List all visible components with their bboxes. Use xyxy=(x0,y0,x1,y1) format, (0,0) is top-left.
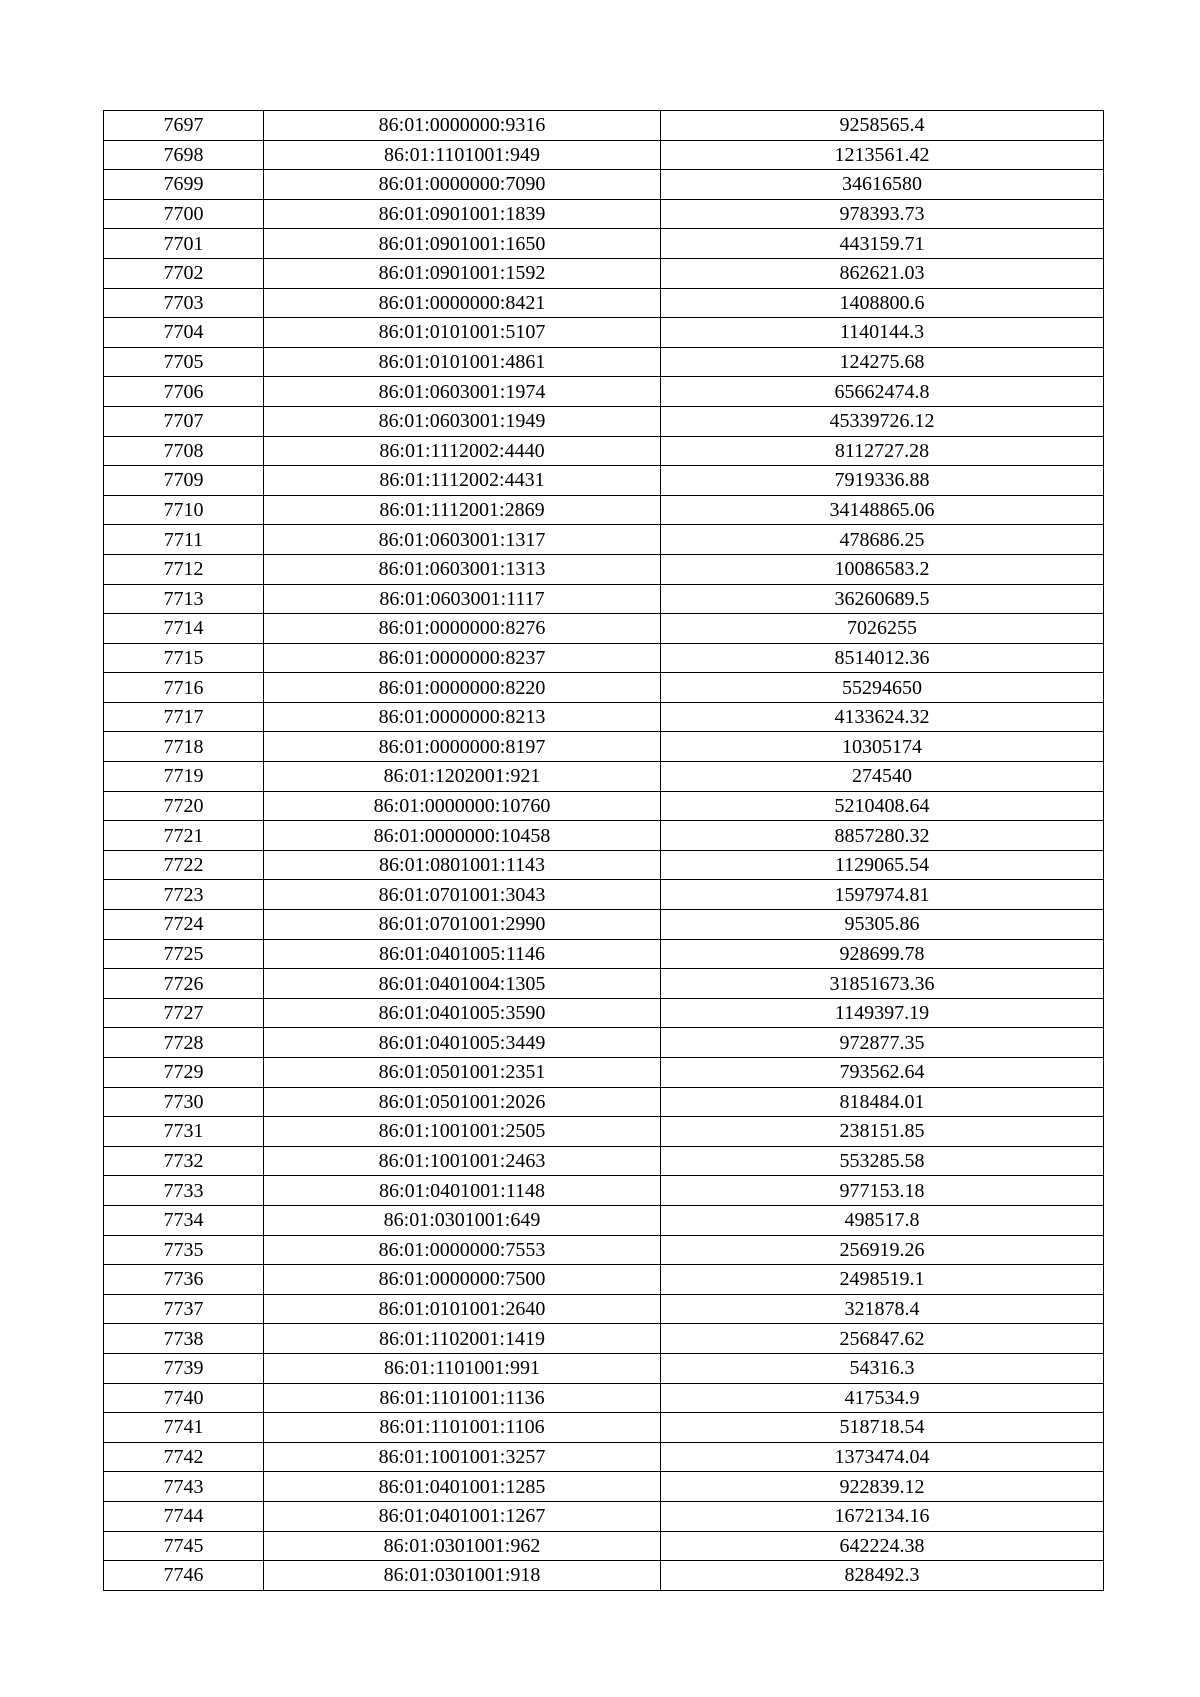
cadastral-number-cell: 86:01:0603001:1949 xyxy=(264,406,661,436)
cadastral-number-cell: 86:01:0000000:7090 xyxy=(264,170,661,200)
cadastral-number-cell: 86:01:0401001:1148 xyxy=(264,1176,661,1206)
value-cell: 54316.3 xyxy=(661,1353,1104,1383)
row-number-cell: 7698 xyxy=(104,140,264,170)
table-row xyxy=(104,288,1104,318)
table-row xyxy=(104,318,1104,348)
table-row xyxy=(104,170,1104,200)
value-cell: 5210408.64 xyxy=(661,791,1104,821)
table-row xyxy=(104,1176,1104,1206)
value-cell: 553285.58 xyxy=(661,1146,1104,1176)
value-cell: 4133624.32 xyxy=(661,702,1104,732)
cadastral-number-cell: 86:01:1001001:2505 xyxy=(264,1117,661,1147)
value-cell: 862621.03 xyxy=(661,258,1104,288)
value-cell: 1129065.54 xyxy=(661,850,1104,880)
table-row xyxy=(104,525,1104,555)
value-cell: 977153.18 xyxy=(661,1176,1104,1206)
table-row xyxy=(104,377,1104,407)
row-number-cell: 7721 xyxy=(104,821,264,851)
row-number-cell: 7742 xyxy=(104,1442,264,1472)
table-row xyxy=(104,850,1104,880)
table-row xyxy=(104,199,1104,229)
table-row xyxy=(104,229,1104,259)
table-row xyxy=(104,1501,1104,1531)
cadastral-number-cell: 86:01:0401005:3449 xyxy=(264,1028,661,1058)
table-row xyxy=(104,258,1104,288)
row-number-cell: 7732 xyxy=(104,1146,264,1176)
value-cell: 922839.12 xyxy=(661,1472,1104,1502)
value-cell: 518718.54 xyxy=(661,1413,1104,1443)
cadastral-number-cell: 86:01:1112002:4431 xyxy=(264,466,661,496)
cadastral-number-cell: 86:01:0000000:8220 xyxy=(264,673,661,703)
cadastral-number-cell: 86:01:1101001:949 xyxy=(264,140,661,170)
row-number-cell: 7726 xyxy=(104,969,264,999)
value-cell: 2498519.1 xyxy=(661,1265,1104,1295)
table-row xyxy=(104,466,1104,496)
table-row xyxy=(104,702,1104,732)
value-cell: 256919.26 xyxy=(661,1235,1104,1265)
cadastral-number-cell: 86:01:0401004:1305 xyxy=(264,969,661,999)
value-cell: 8112727.28 xyxy=(661,436,1104,466)
table-row xyxy=(104,495,1104,525)
cadastral-number-cell: 86:01:0000000:8197 xyxy=(264,732,661,762)
value-cell: 818484.01 xyxy=(661,1087,1104,1117)
cadastral-number-cell: 86:01:0701001:2990 xyxy=(264,910,661,940)
cadastral-number-cell: 86:01:0701001:3043 xyxy=(264,880,661,910)
table-row xyxy=(104,910,1104,940)
cadastral-number-cell: 86:01:0501001:2351 xyxy=(264,1058,661,1088)
table-row xyxy=(104,111,1104,141)
table-row xyxy=(104,1087,1104,1117)
table-row xyxy=(104,762,1104,792)
table-row xyxy=(104,436,1104,466)
row-number-cell: 7738 xyxy=(104,1324,264,1354)
value-cell: 928699.78 xyxy=(661,939,1104,969)
row-number-cell: 7727 xyxy=(104,998,264,1028)
value-cell: 972877.35 xyxy=(661,1028,1104,1058)
value-cell: 443159.71 xyxy=(661,229,1104,259)
table-row xyxy=(104,1472,1104,1502)
value-cell: 7919336.88 xyxy=(661,466,1104,496)
row-number-cell: 7722 xyxy=(104,850,264,880)
row-number-cell: 7710 xyxy=(104,495,264,525)
value-cell: 34148865.06 xyxy=(661,495,1104,525)
row-number-cell: 7743 xyxy=(104,1472,264,1502)
value-cell: 55294650 xyxy=(661,673,1104,703)
value-cell: 1597974.81 xyxy=(661,880,1104,910)
cadastral-number-cell: 86:01:0401005:1146 xyxy=(264,939,661,969)
row-number-cell: 7711 xyxy=(104,525,264,555)
table-row xyxy=(104,1413,1104,1443)
row-number-cell: 7708 xyxy=(104,436,264,466)
row-number-cell: 7704 xyxy=(104,318,264,348)
value-cell: 34616580 xyxy=(661,170,1104,200)
row-number-cell: 7723 xyxy=(104,880,264,910)
value-cell: 36260689.5 xyxy=(661,584,1104,614)
row-number-cell: 7724 xyxy=(104,910,264,940)
cadastral-number-cell: 86:01:0501001:2026 xyxy=(264,1087,661,1117)
row-number-cell: 7713 xyxy=(104,584,264,614)
cadastral-number-cell: 86:01:0000000:8276 xyxy=(264,614,661,644)
data-table xyxy=(103,110,1104,1591)
value-cell: 1672134.16 xyxy=(661,1501,1104,1531)
cadastral-number-cell: 86:01:1112001:2869 xyxy=(264,495,661,525)
table-row xyxy=(104,821,1104,851)
row-number-cell: 7734 xyxy=(104,1205,264,1235)
value-cell: 321878.4 xyxy=(661,1294,1104,1324)
cadastral-number-cell: 86:01:1102001:1419 xyxy=(264,1324,661,1354)
row-number-cell: 7733 xyxy=(104,1176,264,1206)
row-number-cell: 7714 xyxy=(104,614,264,644)
table-row xyxy=(104,998,1104,1028)
table-row xyxy=(104,1561,1104,1591)
table-row xyxy=(104,1058,1104,1088)
row-number-cell: 7709 xyxy=(104,466,264,496)
value-cell: 1140144.3 xyxy=(661,318,1104,348)
table-row xyxy=(104,1117,1104,1147)
value-cell: 238151.85 xyxy=(661,1117,1104,1147)
cadastral-number-cell: 86:01:0000000:8421 xyxy=(264,288,661,318)
row-number-cell: 7715 xyxy=(104,643,264,673)
row-number-cell: 7718 xyxy=(104,732,264,762)
value-cell: 793562.64 xyxy=(661,1058,1104,1088)
value-cell: 256847.62 xyxy=(661,1324,1104,1354)
row-number-cell: 7719 xyxy=(104,762,264,792)
row-number-cell: 7744 xyxy=(104,1501,264,1531)
row-number-cell: 7739 xyxy=(104,1353,264,1383)
row-number-cell: 7712 xyxy=(104,554,264,584)
cadastral-number-cell: 86:01:0401001:1267 xyxy=(264,1501,661,1531)
cadastral-number-cell: 86:01:0000000:7500 xyxy=(264,1265,661,1295)
cadastral-number-cell: 86:01:0000000:9316 xyxy=(264,111,661,141)
row-number-cell: 7716 xyxy=(104,673,264,703)
value-cell: 828492.3 xyxy=(661,1561,1104,1591)
table-row xyxy=(104,732,1104,762)
cadastral-number-cell: 86:01:1101001:1106 xyxy=(264,1413,661,1443)
cadastral-number-cell: 86:01:0603001:1117 xyxy=(264,584,661,614)
row-number-cell: 7745 xyxy=(104,1531,264,1561)
cadastral-number-cell: 86:01:0101001:4861 xyxy=(264,347,661,377)
table-row xyxy=(104,969,1104,999)
value-cell: 1373474.04 xyxy=(661,1442,1104,1472)
value-cell: 45339726.12 xyxy=(661,406,1104,436)
row-number-cell: 7720 xyxy=(104,791,264,821)
row-number-cell: 7735 xyxy=(104,1235,264,1265)
value-cell: 1213561.42 xyxy=(661,140,1104,170)
table-row xyxy=(104,1294,1104,1324)
row-number-cell: 7746 xyxy=(104,1561,264,1591)
cadastral-number-cell: 86:01:1101001:1136 xyxy=(264,1383,661,1413)
cadastral-number-cell: 86:01:0603001:1313 xyxy=(264,554,661,584)
cadastral-number-cell: 86:01:0000000:8237 xyxy=(264,643,661,673)
table-row xyxy=(104,1265,1104,1295)
cadastral-number-cell: 86:01:0000000:8213 xyxy=(264,702,661,732)
cadastral-number-cell: 86:01:1101001:991 xyxy=(264,1353,661,1383)
table-row xyxy=(104,939,1104,969)
row-number-cell: 7699 xyxy=(104,170,264,200)
cadastral-number-cell: 86:01:0000000:7553 xyxy=(264,1235,661,1265)
value-cell: 9258565.4 xyxy=(661,111,1104,141)
cadastral-number-cell: 86:01:0901001:1839 xyxy=(264,199,661,229)
table-row xyxy=(104,584,1104,614)
cadastral-number-cell: 86:01:0301001:918 xyxy=(264,1561,661,1591)
cadastral-number-cell: 86:01:1001001:3257 xyxy=(264,1442,661,1472)
table-row xyxy=(104,643,1104,673)
cadastral-number-cell: 86:01:0000000:10760 xyxy=(264,791,661,821)
row-number-cell: 7700 xyxy=(104,199,264,229)
table-row xyxy=(104,1353,1104,1383)
row-number-cell: 7702 xyxy=(104,258,264,288)
row-number-cell: 7703 xyxy=(104,288,264,318)
cadastral-number-cell: 86:01:0603001:1974 xyxy=(264,377,661,407)
cadastral-number-cell: 86:01:0101001:5107 xyxy=(264,318,661,348)
table-row xyxy=(104,1205,1104,1235)
value-cell: 1408800.6 xyxy=(661,288,1104,318)
cadastral-number-cell: 86:01:0401005:3590 xyxy=(264,998,661,1028)
row-number-cell: 7740 xyxy=(104,1383,264,1413)
value-cell: 8514012.36 xyxy=(661,643,1104,673)
row-number-cell: 7701 xyxy=(104,229,264,259)
table-row xyxy=(104,406,1104,436)
table-row xyxy=(104,791,1104,821)
table-row xyxy=(104,1146,1104,1176)
row-number-cell: 7705 xyxy=(104,347,264,377)
table-row xyxy=(104,1324,1104,1354)
row-number-cell: 7725 xyxy=(104,939,264,969)
table-row xyxy=(104,1383,1104,1413)
value-cell: 31851673.36 xyxy=(661,969,1104,999)
cadastral-number-cell: 86:01:1112002:4440 xyxy=(264,436,661,466)
cadastral-number-cell: 86:01:1001001:2463 xyxy=(264,1146,661,1176)
value-cell: 417534.9 xyxy=(661,1383,1104,1413)
row-number-cell: 7728 xyxy=(104,1028,264,1058)
table-row xyxy=(104,1028,1104,1058)
row-number-cell: 7736 xyxy=(104,1265,264,1295)
table-row xyxy=(104,1235,1104,1265)
row-number-cell: 7741 xyxy=(104,1413,264,1443)
table-row xyxy=(104,140,1104,170)
row-number-cell: 7730 xyxy=(104,1087,264,1117)
row-number-cell: 7697 xyxy=(104,111,264,141)
row-number-cell: 7731 xyxy=(104,1117,264,1147)
row-number-cell: 7717 xyxy=(104,702,264,732)
value-cell: 65662474.8 xyxy=(661,377,1104,407)
value-cell: 978393.73 xyxy=(661,199,1104,229)
value-cell: 95305.86 xyxy=(661,910,1104,940)
table-row xyxy=(104,1442,1104,1472)
cadastral-number-cell: 86:01:0301001:962 xyxy=(264,1531,661,1561)
table-row xyxy=(104,880,1104,910)
cadastral-number-cell: 86:01:0101001:2640 xyxy=(264,1294,661,1324)
value-cell: 10086583.2 xyxy=(661,554,1104,584)
cadastral-number-cell: 86:01:0603001:1317 xyxy=(264,525,661,555)
value-cell: 1149397.19 xyxy=(661,998,1104,1028)
cadastral-number-cell: 86:01:0000000:10458 xyxy=(264,821,661,851)
cadastral-number-cell: 86:01:1202001:921 xyxy=(264,762,661,792)
cadastral-number-cell: 86:01:0901001:1650 xyxy=(264,229,661,259)
table-row xyxy=(104,614,1104,644)
value-cell: 124275.68 xyxy=(661,347,1104,377)
row-number-cell: 7737 xyxy=(104,1294,264,1324)
table-row xyxy=(104,673,1104,703)
value-cell: 10305174 xyxy=(661,732,1104,762)
row-number-cell: 7707 xyxy=(104,406,264,436)
row-number-cell: 7706 xyxy=(104,377,264,407)
cadastral-number-cell: 86:01:0901001:1592 xyxy=(264,258,661,288)
table-body xyxy=(104,111,1104,1591)
table-row xyxy=(104,347,1104,377)
table-row xyxy=(104,1531,1104,1561)
value-cell: 274540 xyxy=(661,762,1104,792)
cadastral-number-cell: 86:01:0301001:649 xyxy=(264,1205,661,1235)
cadastral-number-cell: 86:01:0801001:1143 xyxy=(264,850,661,880)
table-row xyxy=(104,554,1104,584)
cadastral-number-cell: 86:01:0401001:1285 xyxy=(264,1472,661,1502)
row-number-cell: 7729 xyxy=(104,1058,264,1088)
value-cell: 478686.25 xyxy=(661,525,1104,555)
value-cell: 8857280.32 xyxy=(661,821,1104,851)
value-cell: 642224.38 xyxy=(661,1531,1104,1561)
value-cell: 498517.8 xyxy=(661,1205,1104,1235)
value-cell: 7026255 xyxy=(661,614,1104,644)
